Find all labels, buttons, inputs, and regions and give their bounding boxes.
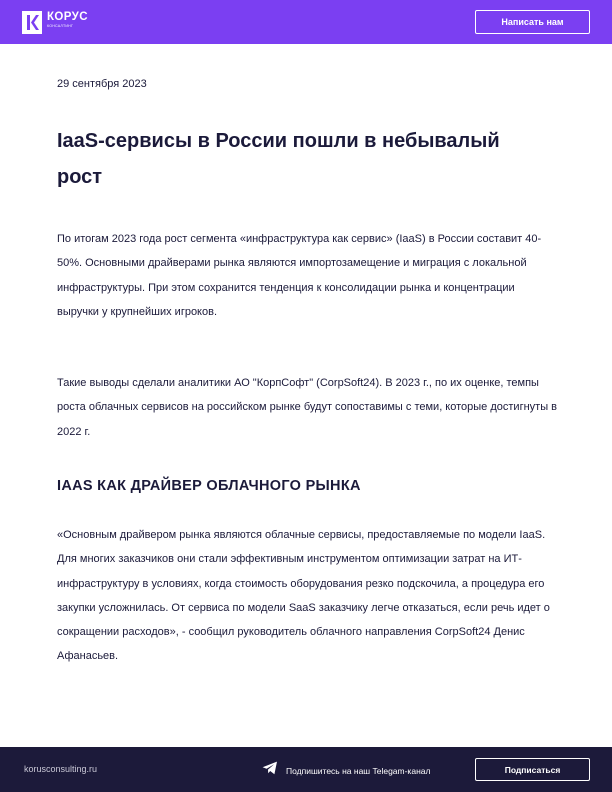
- article-title: IaaS-сервисы в России пошли в небывалый рост: [57, 130, 500, 188]
- footer-site-link[interactable]: korusconsulting.ru: [24, 764, 98, 774]
- korus-logo-mark-icon: [22, 11, 42, 34]
- korus-logo[interactable]: [22, 11, 88, 34]
- section-heading: IAAS КАК ДРАЙВЕР ОБЛАЧНОГО РЫНКА: [57, 478, 361, 494]
- write-to-us-button[interactable]: Написать нам: [475, 10, 590, 34]
- article-paragraph-2: Такие выводы сделали аналитики АО "КорпСофт" (CorpSoft24). В 2023 г., по их оценке, темпы роста облачных сервисов на российском рынке будут сопоставимы с теми, которые достигнуты в 2022 г.: [57, 377, 557, 438]
- telegram-subscribe-link[interactable]: [262, 761, 430, 780]
- article-date: 29 сентября 2023: [57, 78, 147, 90]
- article-paragraph-1: По итогам 2023 года рост сегмента «инфраструктура как сервис» (IaaS) в России составит 40-50%. Основными драйверами рынка являются импортозамещение и миграция с локальной инфраструктуры. При этом сохранится тенденция к консолидации рынка и концентрации выручки у крупнейших игроков.: [57, 233, 542, 318]
- site-header: [0, 0, 612, 44]
- site-footer: [0, 747, 612, 792]
- logo-subtitle: КОНСАЛТИНГ: [47, 24, 74, 28]
- telegram-label: Подпишитесь на наш Telegam-канал: [286, 765, 431, 776]
- subscribe-button[interactable]: Подписаться: [475, 758, 590, 781]
- telegram-icon: [262, 761, 278, 780]
- article-paragraph-3: «Основным драйвером рынка являются облачные сервисы, предоставляемые по модели IaaS. Для многих заказчиков они стали эффективным инструментом оптимизации затрат на ИТ-инфраструктуру в условиях, когда стоимость оборудования резко подскочила, а процедура его закупки усложнилась. От сервиса по модели SaaS заказчику легче отказаться, если речь идет о сокращении расходов», - сообщил руководитель облачного направления CorpSoft24 Денис Афанасьев.: [57, 529, 550, 663]
- logo-name: КОРУС: [47, 11, 88, 23]
